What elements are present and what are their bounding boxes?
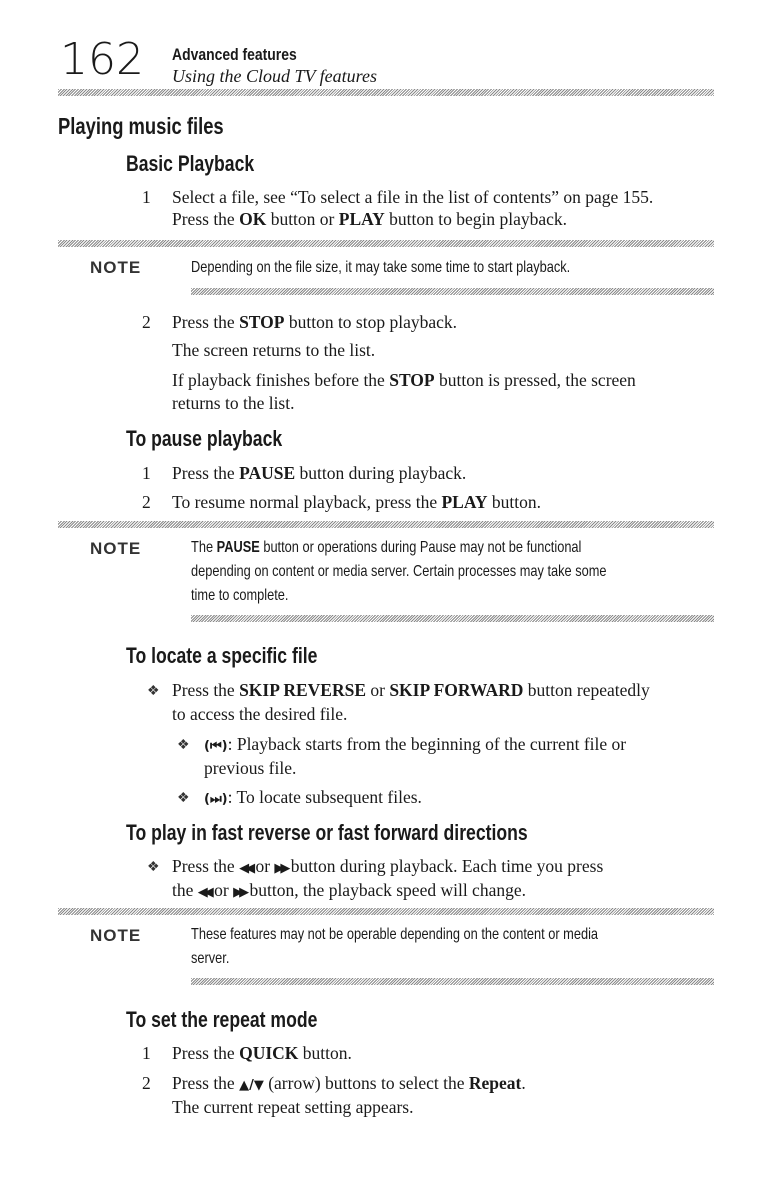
note-rule-top [58, 908, 714, 915]
step-text: Press the ▲/▼ (arrow) buttons to select the Repeat. [172, 1073, 526, 1093]
note-rule-top [58, 240, 714, 247]
heading-basic-playback: Basic Playback [126, 151, 255, 176]
note-label: NOTE [90, 539, 142, 558]
bullet-text: to access the desired file. [172, 704, 348, 724]
step-number: 1 [142, 187, 151, 207]
section-title: Using the Cloud TV features [172, 66, 378, 86]
header-rule [58, 89, 714, 96]
heading-pause: To pause playback [126, 426, 283, 451]
fast-forward-icon: ▶▶ [233, 885, 246, 900]
bullet-text: (⏭): To locate subsequent files. [204, 787, 422, 807]
note-rule-top [58, 521, 714, 528]
fast-forward-icon: ▶▶ [274, 861, 287, 876]
step-text: Press the QUICK button. [172, 1043, 352, 1063]
note-text: time to complete. [191, 587, 289, 604]
skip-forward-icon: (⏭) [204, 792, 228, 807]
step-text: Press the OK button or PLAY button to begin playback. [172, 209, 568, 229]
step-number: 1 [142, 1043, 151, 1063]
page-heading: Playing music files [58, 113, 224, 139]
step-text: Select a file, see “To select a file in the list of contents” on page 155. [172, 187, 654, 207]
bullet-icon: ❖ [147, 684, 160, 699]
step-number: 1 [142, 463, 151, 483]
note-text: The PAUSE button or operations during Pause may not be functional [191, 539, 582, 556]
step-text: The current repeat setting appears. [172, 1097, 414, 1117]
step-text: If playback finishes before the STOP button is pressed, the screen [172, 370, 636, 390]
bullet-text: the ◀◀ or ▶▶ button, the playback speed will change. [172, 880, 526, 900]
note-text: depending on content or media server. Certain processes may take some [191, 563, 607, 580]
step-text: To resume normal playback, press the PLAY button. [172, 492, 541, 512]
heading-fast: To play in fast reverse or fast forward directions [126, 820, 528, 845]
bullet-icon: ❖ [147, 860, 160, 875]
step-number: 2 [142, 492, 151, 512]
step-text: Press the STOP button to stop playback. [172, 312, 458, 332]
note-text: Depending on the file size, it may take some time to start playback. [191, 259, 571, 276]
heading-repeat: To set the repeat mode [126, 1007, 318, 1032]
skip-reverse-icon: (⏮) [204, 739, 228, 754]
note-text: server. [191, 950, 230, 967]
heading-locate: To locate a specific file [126, 643, 318, 668]
rewind-icon: ◀◀ [239, 861, 252, 876]
step-number: 2 [142, 312, 151, 332]
bullet-text: (⏮): Playback starts from the beginning of the current file or [204, 734, 627, 754]
note-label: NOTE [90, 258, 142, 277]
note-label: NOTE [90, 926, 142, 945]
bullet-text: Press the SKIP REVERSE or SKIP FORWARD button repeatedly [172, 680, 650, 700]
note-rule-bottom [191, 978, 714, 985]
bullet-icon: ❖ [177, 738, 190, 753]
bullet-text: previous file. [204, 758, 297, 778]
chapter-title: Advanced features [172, 45, 297, 64]
step-text: Press the PAUSE button during playback. [172, 463, 467, 483]
note-rule-bottom [191, 288, 714, 295]
step-text: The screen returns to the list. [172, 340, 376, 360]
rewind-icon: ◀◀ [197, 885, 210, 900]
page-number: 162 [60, 34, 144, 85]
note-rule-bottom [191, 615, 714, 622]
step-number: 2 [142, 1073, 151, 1093]
bullet-icon: ❖ [177, 791, 190, 806]
bullet-text: Press the ◀◀ or ▶▶ button during playback. Each time you press [172, 856, 604, 876]
note-text: These features may not be operable depending on the content or media [191, 926, 599, 943]
step-text: returns to the list. [172, 393, 295, 413]
arrow-up-down-icon: ▲/▼ [239, 1078, 264, 1093]
